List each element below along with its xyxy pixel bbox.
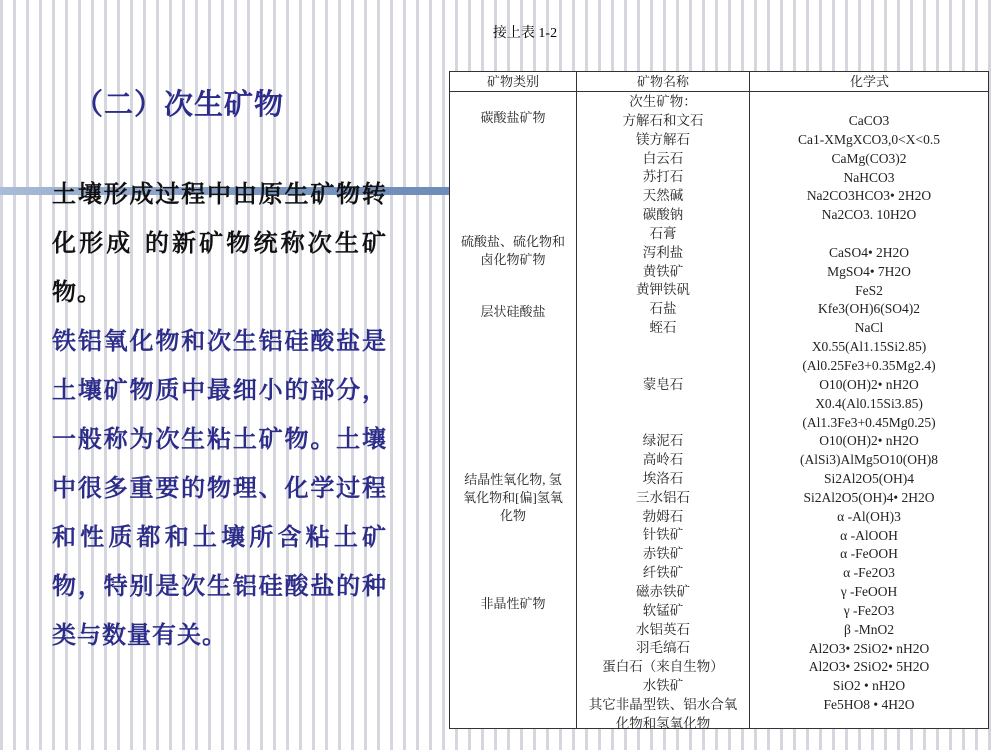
paragraph-description: 铁铝氧化物和次生铝硅酸盐是土壤矿物质中最细小的部分，一般称为次生粘土矿物。土壤中很多重要的物理、化学过程和性质都和土壤所含粘土矿物，特别是次生铝硅酸盐的种类与数量有关。 <box>52 327 387 649</box>
mineral-name: 水铁矿 <box>642 678 684 694</box>
mineral-name: 纤铁矿 <box>642 565 684 581</box>
mineral-name: 白云石 <box>642 150 684 166</box>
mineral-name <box>577 395 749 414</box>
mineral-name: 勃姆石 <box>642 508 684 524</box>
mineral-name: 黄铁矿 <box>642 263 684 279</box>
mineral-name: 三水铝石 <box>636 489 690 505</box>
chemical-formula: β -MnO2 <box>844 621 894 637</box>
chemical-formula <box>750 225 988 244</box>
mineral-table <box>449 71 989 729</box>
mineral-name: 高岭石 <box>642 452 684 468</box>
header-name: 矿物名称 <box>577 72 749 92</box>
header-category: 矿物类别 <box>450 72 576 92</box>
mineral-name: 碳酸钠 <box>642 207 684 223</box>
mineral-name: 石盐 <box>649 301 677 317</box>
mineral-name: 蛋白石（来自生物） <box>602 659 724 675</box>
section-title: （二）次生矿物 <box>74 87 285 121</box>
mineral-name: 黄钾铁矾 <box>636 282 690 298</box>
mineral-name: 针铁矿 <box>642 527 684 543</box>
chemical-formula: O10(OH)2• nH2O <box>819 433 919 449</box>
mineral-name: 泻利盐 <box>642 244 684 260</box>
chemical-formula: Si2Al2O5(OH)4 <box>824 471 914 487</box>
mineral-name: 石膏 <box>649 225 677 241</box>
chemical-formula: Ca1-XMgXCO3,0<X<0.5 <box>798 131 940 147</box>
mineral-name: 其它非晶型铁、铝水合氧 <box>588 697 738 712</box>
mineral-name <box>577 413 749 432</box>
mineral-name: 天然碱 <box>642 188 684 204</box>
header-formula: 化学式 <box>750 72 989 92</box>
chemical-formula: α -Al(OH)3 <box>837 508 901 524</box>
category-cell: 层状硅酸盐 <box>480 304 546 319</box>
mineral-name: 埃洛石 <box>642 470 684 486</box>
mineral-name <box>577 357 749 376</box>
chemical-formula: SiO2 • nH2O <box>832 678 906 694</box>
chemical-formula: γ -Fe2O3 <box>843 602 895 618</box>
mineral-name: 化物和氢氧化物 <box>615 715 711 731</box>
chemical-formula: FeS2 <box>855 282 883 298</box>
chemical-formula: CaCO3 <box>848 113 890 128</box>
chemical-formula: X0.55(Al1.15Si2.85) <box>811 339 927 355</box>
chemical-formula: γ -FeOOH <box>840 584 898 600</box>
category-cell: 碳酸盐矿物 <box>480 110 546 125</box>
mineral-name: 蛭石 <box>649 320 677 336</box>
chemical-formula: α -AlOOH <box>840 527 898 543</box>
mineral-name: 次生矿物： <box>629 94 697 109</box>
mineral-name <box>577 338 749 357</box>
mineral-name: 苏打石 <box>642 169 684 185</box>
mineral-name: 蒙皂石 <box>642 376 684 392</box>
chemical-formula: (Al0.25Fe3+0.35Mg2.4) <box>802 357 936 373</box>
category-cell: 结晶性氧化物, 氢氧化物和[偏]氢氧化物 <box>463 472 563 523</box>
chemical-formula: MgSO4• 7H2O <box>827 263 911 279</box>
chemical-formula: NaHCO3 <box>843 169 895 185</box>
name-column <box>577 93 749 734</box>
chemical-formula: Si2Al2O5(OH)4• 2H2O <box>803 489 935 505</box>
mineral-name: 镁方解石 <box>636 131 690 147</box>
mineral-name: 羽毛缟石 <box>636 640 690 656</box>
mineral-name: 磁赤铁矿 <box>636 583 690 599</box>
body-paragraph <box>52 170 387 660</box>
paragraph-definition: 土壤形成过程中由原生矿物转化形成 的新矿物统称次生矿物。 <box>52 180 387 306</box>
chemical-formula: (AlSi3)AlMg5O10(OH)8 <box>800 452 938 468</box>
chemical-formula: α -FeOOH <box>840 546 898 562</box>
mineral-name: 软锰矿 <box>642 602 684 618</box>
mineral-name: 赤铁矿 <box>642 546 684 562</box>
chemical-formula: Al2O3• 2SiO2• nH2O <box>808 640 930 656</box>
chemical-formula: CaSO4• 2H2O <box>828 244 910 260</box>
chemical-formula: Na2CO3HCO3• 2H2O <box>806 188 932 204</box>
chemical-formula: α -Fe2O3 <box>843 565 895 581</box>
formula-column <box>750 112 988 715</box>
mineral-name: 水铝英石 <box>636 621 690 637</box>
chemical-formula: NaCl <box>854 320 884 336</box>
chemical-formula: Fe5HO8 • 4H2O <box>823 697 915 713</box>
category-cell: 非晶性矿物 <box>480 596 546 611</box>
category-cell: 硫酸盐、硫化物和卤化物矿物 <box>460 234 565 267</box>
chemical-formula: X0.4(Al0.15Si3.85) <box>815 395 923 411</box>
chemical-formula: Kfe3(OH)6(SO4)2 <box>818 301 920 317</box>
table-caption: 接上表 1-2 <box>492 26 558 41</box>
chemical-formula: CaMg(CO3)2 <box>831 150 907 166</box>
chemical-formula: (Al1.3Fe3+0.45Mg0.25) <box>802 414 936 430</box>
chemical-formula: Al2O3• 2SiO2• 5H2O <box>808 659 930 675</box>
chemical-formula: Na2CO3. 10H2O <box>821 207 917 223</box>
mineral-name: 绿泥石 <box>642 433 684 449</box>
mineral-name: 方解石和文石 <box>622 112 704 128</box>
chemical-formula: O10(OH)2• nH2O <box>819 376 919 392</box>
